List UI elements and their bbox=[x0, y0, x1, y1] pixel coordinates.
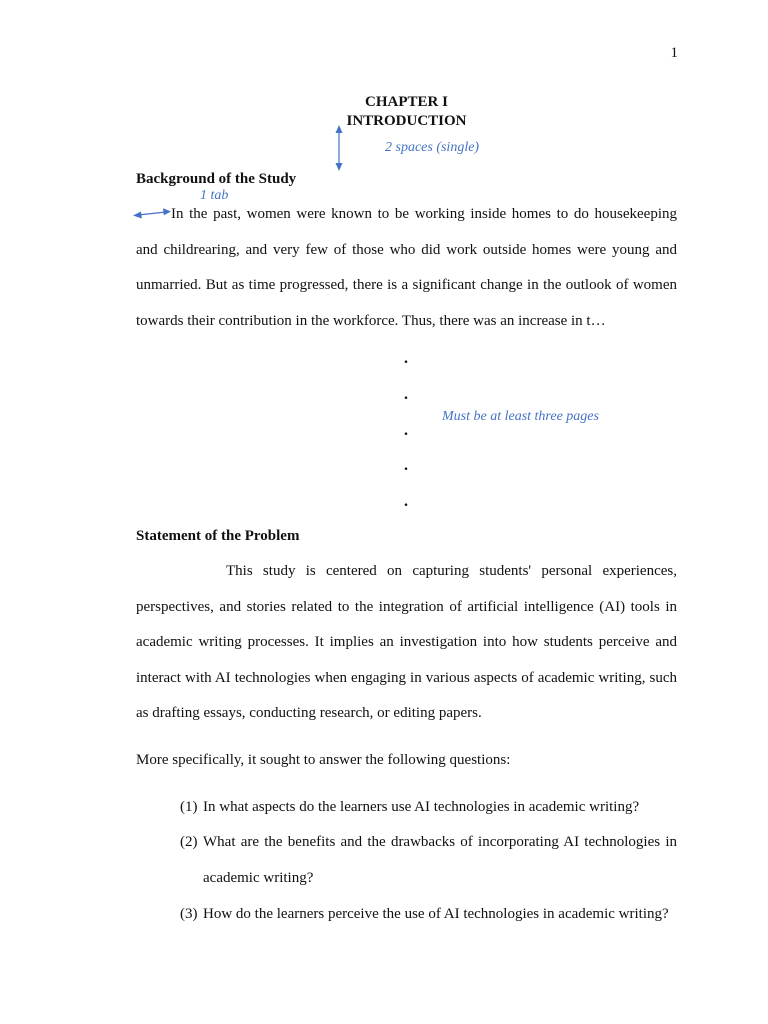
chapter-title: INTRODUCTION bbox=[346, 113, 467, 129]
vertical-double-arrow-icon bbox=[332, 124, 346, 172]
background-heading: Background of the Study bbox=[136, 171, 297, 187]
question-number: (3) bbox=[180, 906, 198, 922]
length-annotation: Must be at least three pages bbox=[442, 409, 599, 424]
page-number: 1 bbox=[670, 45, 678, 61]
question-text: In what aspects do the learners use AI technologies in academic writing? bbox=[203, 799, 640, 815]
chapter-number: CHAPTER I bbox=[365, 94, 448, 110]
background-paragraph: In the past, women were known to be working inside homes to do housekeeping and childrearing, and very few of those who did work outside homes were young and unmarried. But as time progressed, there is a significant change in the outlook of women towards their contribution in the workforce. Thus, there was an increase in t… bbox=[136, 206, 677, 329]
question-number: (1) bbox=[180, 799, 198, 815]
spacing-annotation: 2 spaces (single) bbox=[385, 140, 480, 155]
problem-paragraph: This study is centered on capturing students' personal experiences, perspectives, and stories related to the integration of artificial intelligence (AI) tools in academic writing processes. It implies an investigation into how students perceive and interact with AI technologies when engaging in various aspects of academic writing, such as drafting essays, conducting research, or editing papers. bbox=[136, 563, 677, 722]
question-text: What are the benefits and the drawbacks of incorporating AI technologies in academic writing? bbox=[203, 834, 677, 886]
problem-heading: Statement of the Problem bbox=[136, 528, 300, 544]
question-number: (2) bbox=[180, 834, 198, 850]
questions-lead-in: More specifically, it sought to answer the following questions: bbox=[136, 752, 511, 768]
ellipsis-dot: . bbox=[404, 350, 408, 367]
ellipsis-dot: . bbox=[404, 386, 408, 403]
ellipsis-dot: . bbox=[404, 493, 408, 510]
ellipsis-dot: . bbox=[404, 457, 408, 474]
tab-annotation: 1 tab bbox=[200, 188, 229, 203]
question-text: How do the learners perceive the use of AI technologies in academic writing? bbox=[203, 906, 669, 922]
ellipsis-dot: . bbox=[404, 422, 408, 439]
